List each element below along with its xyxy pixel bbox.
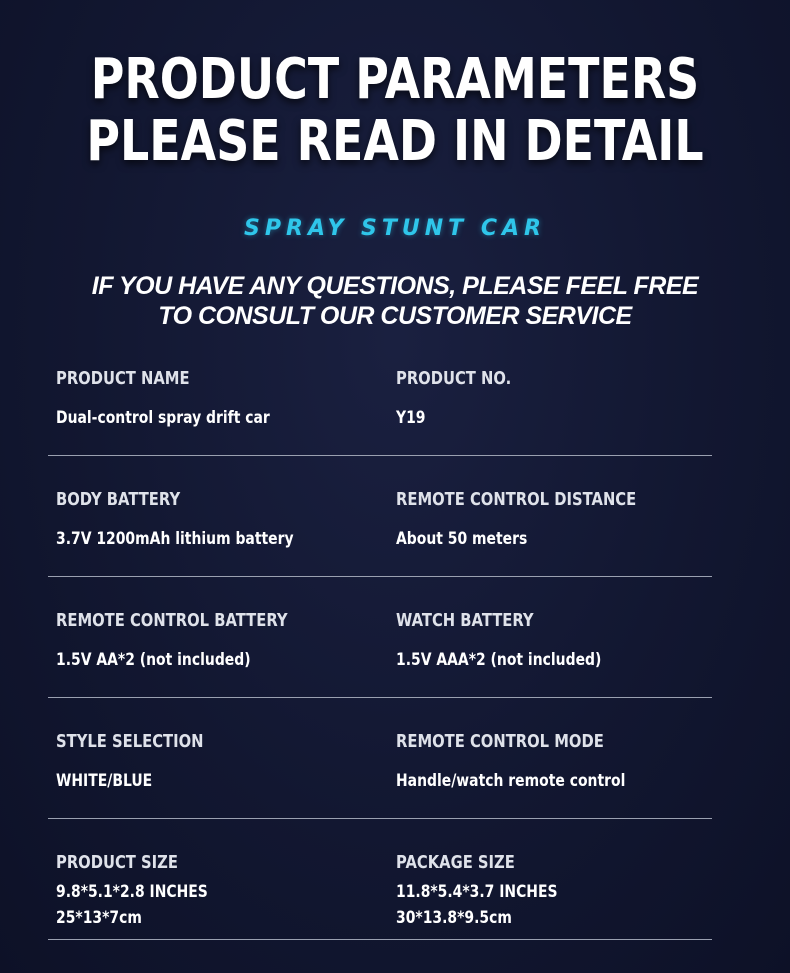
param-value: 1.5V AAA*2 (not included) [396, 650, 602, 670]
param-label: STYLE SELECTION [56, 731, 204, 752]
consult-line2: TO CONSULT OUR CUSTOMER SERVICE [158, 302, 632, 330]
param-value: 1.5V AA*2 (not included) [56, 650, 251, 670]
param-value: 25*13*7cm [56, 908, 142, 928]
param-value: 11.8*5.4*3.7 INCHES [396, 882, 558, 902]
parameter-table [48, 355, 712, 940]
param-cell [396, 698, 676, 791]
param-label: PRODUCT NAME [56, 368, 190, 389]
consult-line1: IF YOU HAVE ANY QUESTIONS, PLEASE FEEL FREE [91, 272, 699, 300]
param-value: Dual-control spray drift car [56, 408, 270, 428]
param-label: REMOTE CONTROL BATTERY [56, 610, 288, 631]
param-cell [56, 819, 241, 928]
param-cell [396, 577, 646, 670]
param-value: 9.8*5.1*2.8 INCHES [56, 882, 208, 902]
param-label: PRODUCT NO. [396, 368, 512, 389]
param-row-size [48, 819, 712, 940]
param-label: REMOTE CONTROL DISTANCE [396, 489, 637, 510]
param-value: About 50 meters [396, 529, 528, 549]
param-label: PACKAGE SIZE [396, 852, 515, 873]
param-row-battery [48, 456, 712, 577]
param-row-style [48, 698, 712, 819]
param-label: PRODUCT SIZE [56, 852, 178, 873]
param-row-remote-battery [48, 577, 712, 698]
param-label: WATCH BATTERY [396, 610, 534, 631]
page-title-line1: PRODUCT PARAMETERS [90, 47, 700, 112]
page-title-line2: PLEASE READ IN DETAIL [86, 109, 704, 174]
param-value: Y19 [396, 408, 426, 428]
param-cell [396, 819, 593, 928]
param-value: Handle/watch remote control [396, 771, 626, 791]
param-cell [396, 355, 536, 428]
param-cell [396, 456, 689, 549]
param-label: REMOTE CONTROL MODE [396, 731, 604, 752]
param-value: 3.7V 1200mAh lithium battery [56, 529, 294, 549]
param-row-product [48, 355, 712, 456]
param-value: 30*13.8*9.5cm [396, 908, 512, 928]
param-cell [56, 577, 338, 670]
param-cell [56, 355, 317, 428]
param-cell [56, 456, 346, 549]
param-label: BODY BATTERY [56, 489, 181, 510]
param-cell [56, 698, 236, 791]
param-value: WHITE/BLUE [56, 771, 153, 791]
brand-name: SPRAY STUNT CAR [244, 216, 546, 241]
